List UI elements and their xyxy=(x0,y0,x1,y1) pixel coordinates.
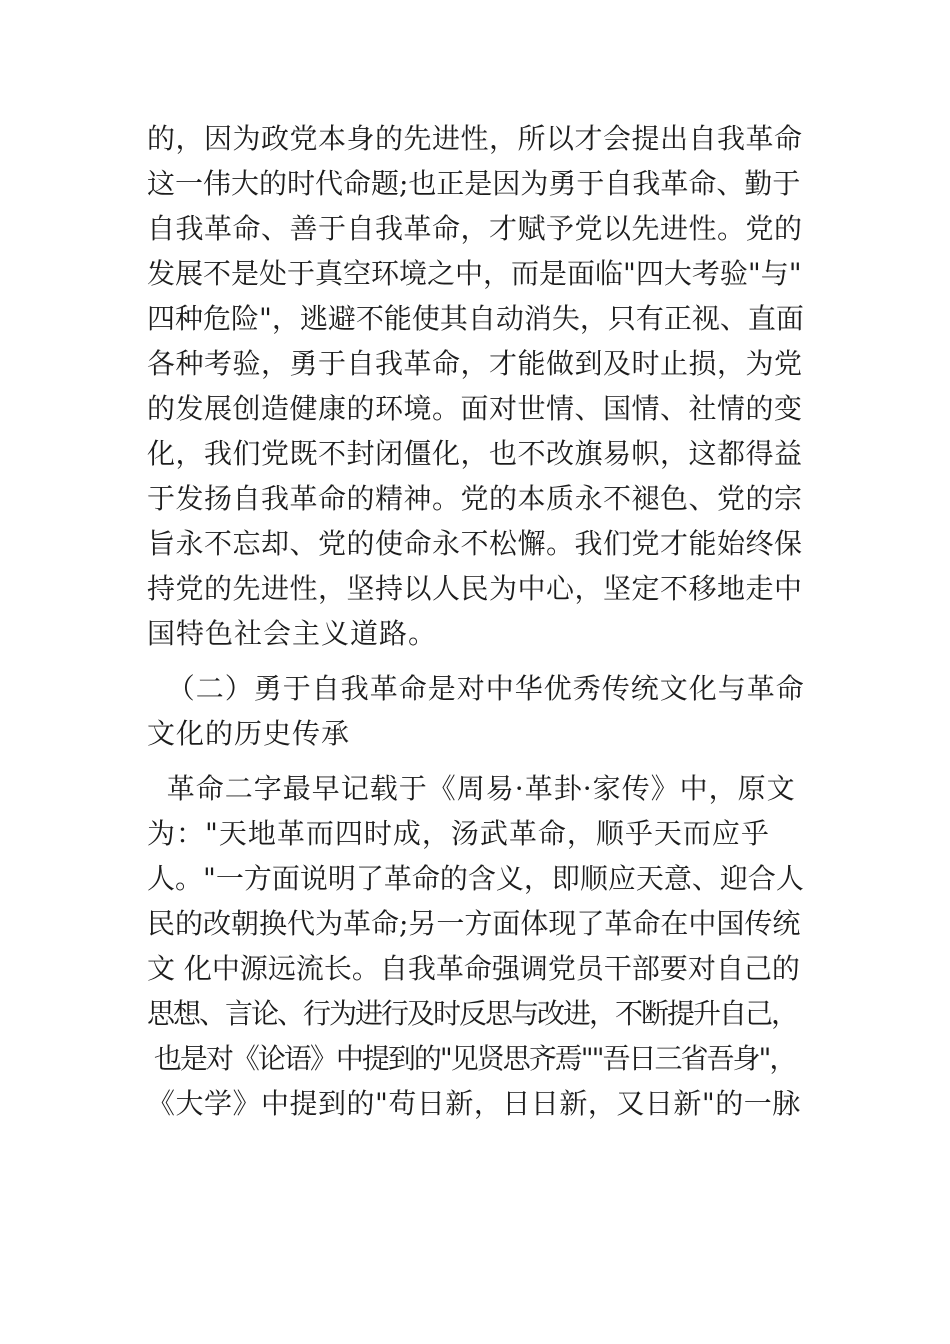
paragraph-line: 自我革命、善于自我革命，才赋予党以先进性。党的 xyxy=(147,212,803,245)
paragraph-line: 思想、言论、行为进行及时反思与改进，不断提升自己， xyxy=(147,997,798,1030)
paragraph-line: 发展不是处于真空环境之中，而是面临"四大考验"与" xyxy=(147,257,802,290)
paragraph-line: 的发展创造健康的环境。面对世情、国情、社情的变 xyxy=(147,392,803,425)
paragraph-line: 《大学》中提到的"苟日新，日日新，又日新"的一脉 xyxy=(147,1087,801,1120)
paragraph-line: 各种考验，勇于自我革命，才能做到及时止损，为党 xyxy=(147,347,803,380)
paragraph-line: 文 化中源远流长。自我革命强调党员干部要对自己的 xyxy=(147,952,800,985)
paragraph-line: 人。"一方面说明了革命的含义，即顺应天意、迎合人 xyxy=(147,862,804,895)
paragraph-line: 也是对《论语》中提到的"见贤思齐焉""吾日三省吾身"， xyxy=(147,1042,796,1075)
paragraph-line: 革命二字最早记载于《周易·革卦·家传》中，原文 xyxy=(147,772,796,805)
paragraph-line: 的，因为政党本身的先进性，所以才会提出自我革命 xyxy=(147,122,803,155)
section-heading-line: 文化的历史传承 xyxy=(147,717,351,750)
paragraph-line: 四种危险"，逃避不能使其自动消失，只有正视、直面 xyxy=(147,302,804,335)
paragraph-line: 持党的先进性，坚持以人民为中心，坚定不移地走中 xyxy=(147,572,803,605)
paragraph-line: 化，我们党既不封闭僵化，也不改旗易帜，这都得益 xyxy=(147,437,803,470)
section-heading-line: （二）勇于自我革命是对中华优秀传统文化与革命 xyxy=(147,672,805,705)
paragraph-line: 于发扬自我革命的精神。党的本质永不褪色、党的宗 xyxy=(147,482,803,515)
paragraph-line: 国特色社会主义道路。 xyxy=(147,617,438,650)
paragraph-line: 为："天地革而四时成，汤武革命，顺乎天而应乎 xyxy=(147,817,770,850)
paragraph-line: 旨永不忘却、党的使命永不松懈。我们党才能始终保 xyxy=(147,527,803,560)
paragraph-line: 这一伟大的时代命题;也正是因为勇于自我革命、勤于 xyxy=(147,167,801,200)
paragraph-line: 民的改朝换代为革命;另一方面体现了革命在中国传统 xyxy=(147,907,801,940)
